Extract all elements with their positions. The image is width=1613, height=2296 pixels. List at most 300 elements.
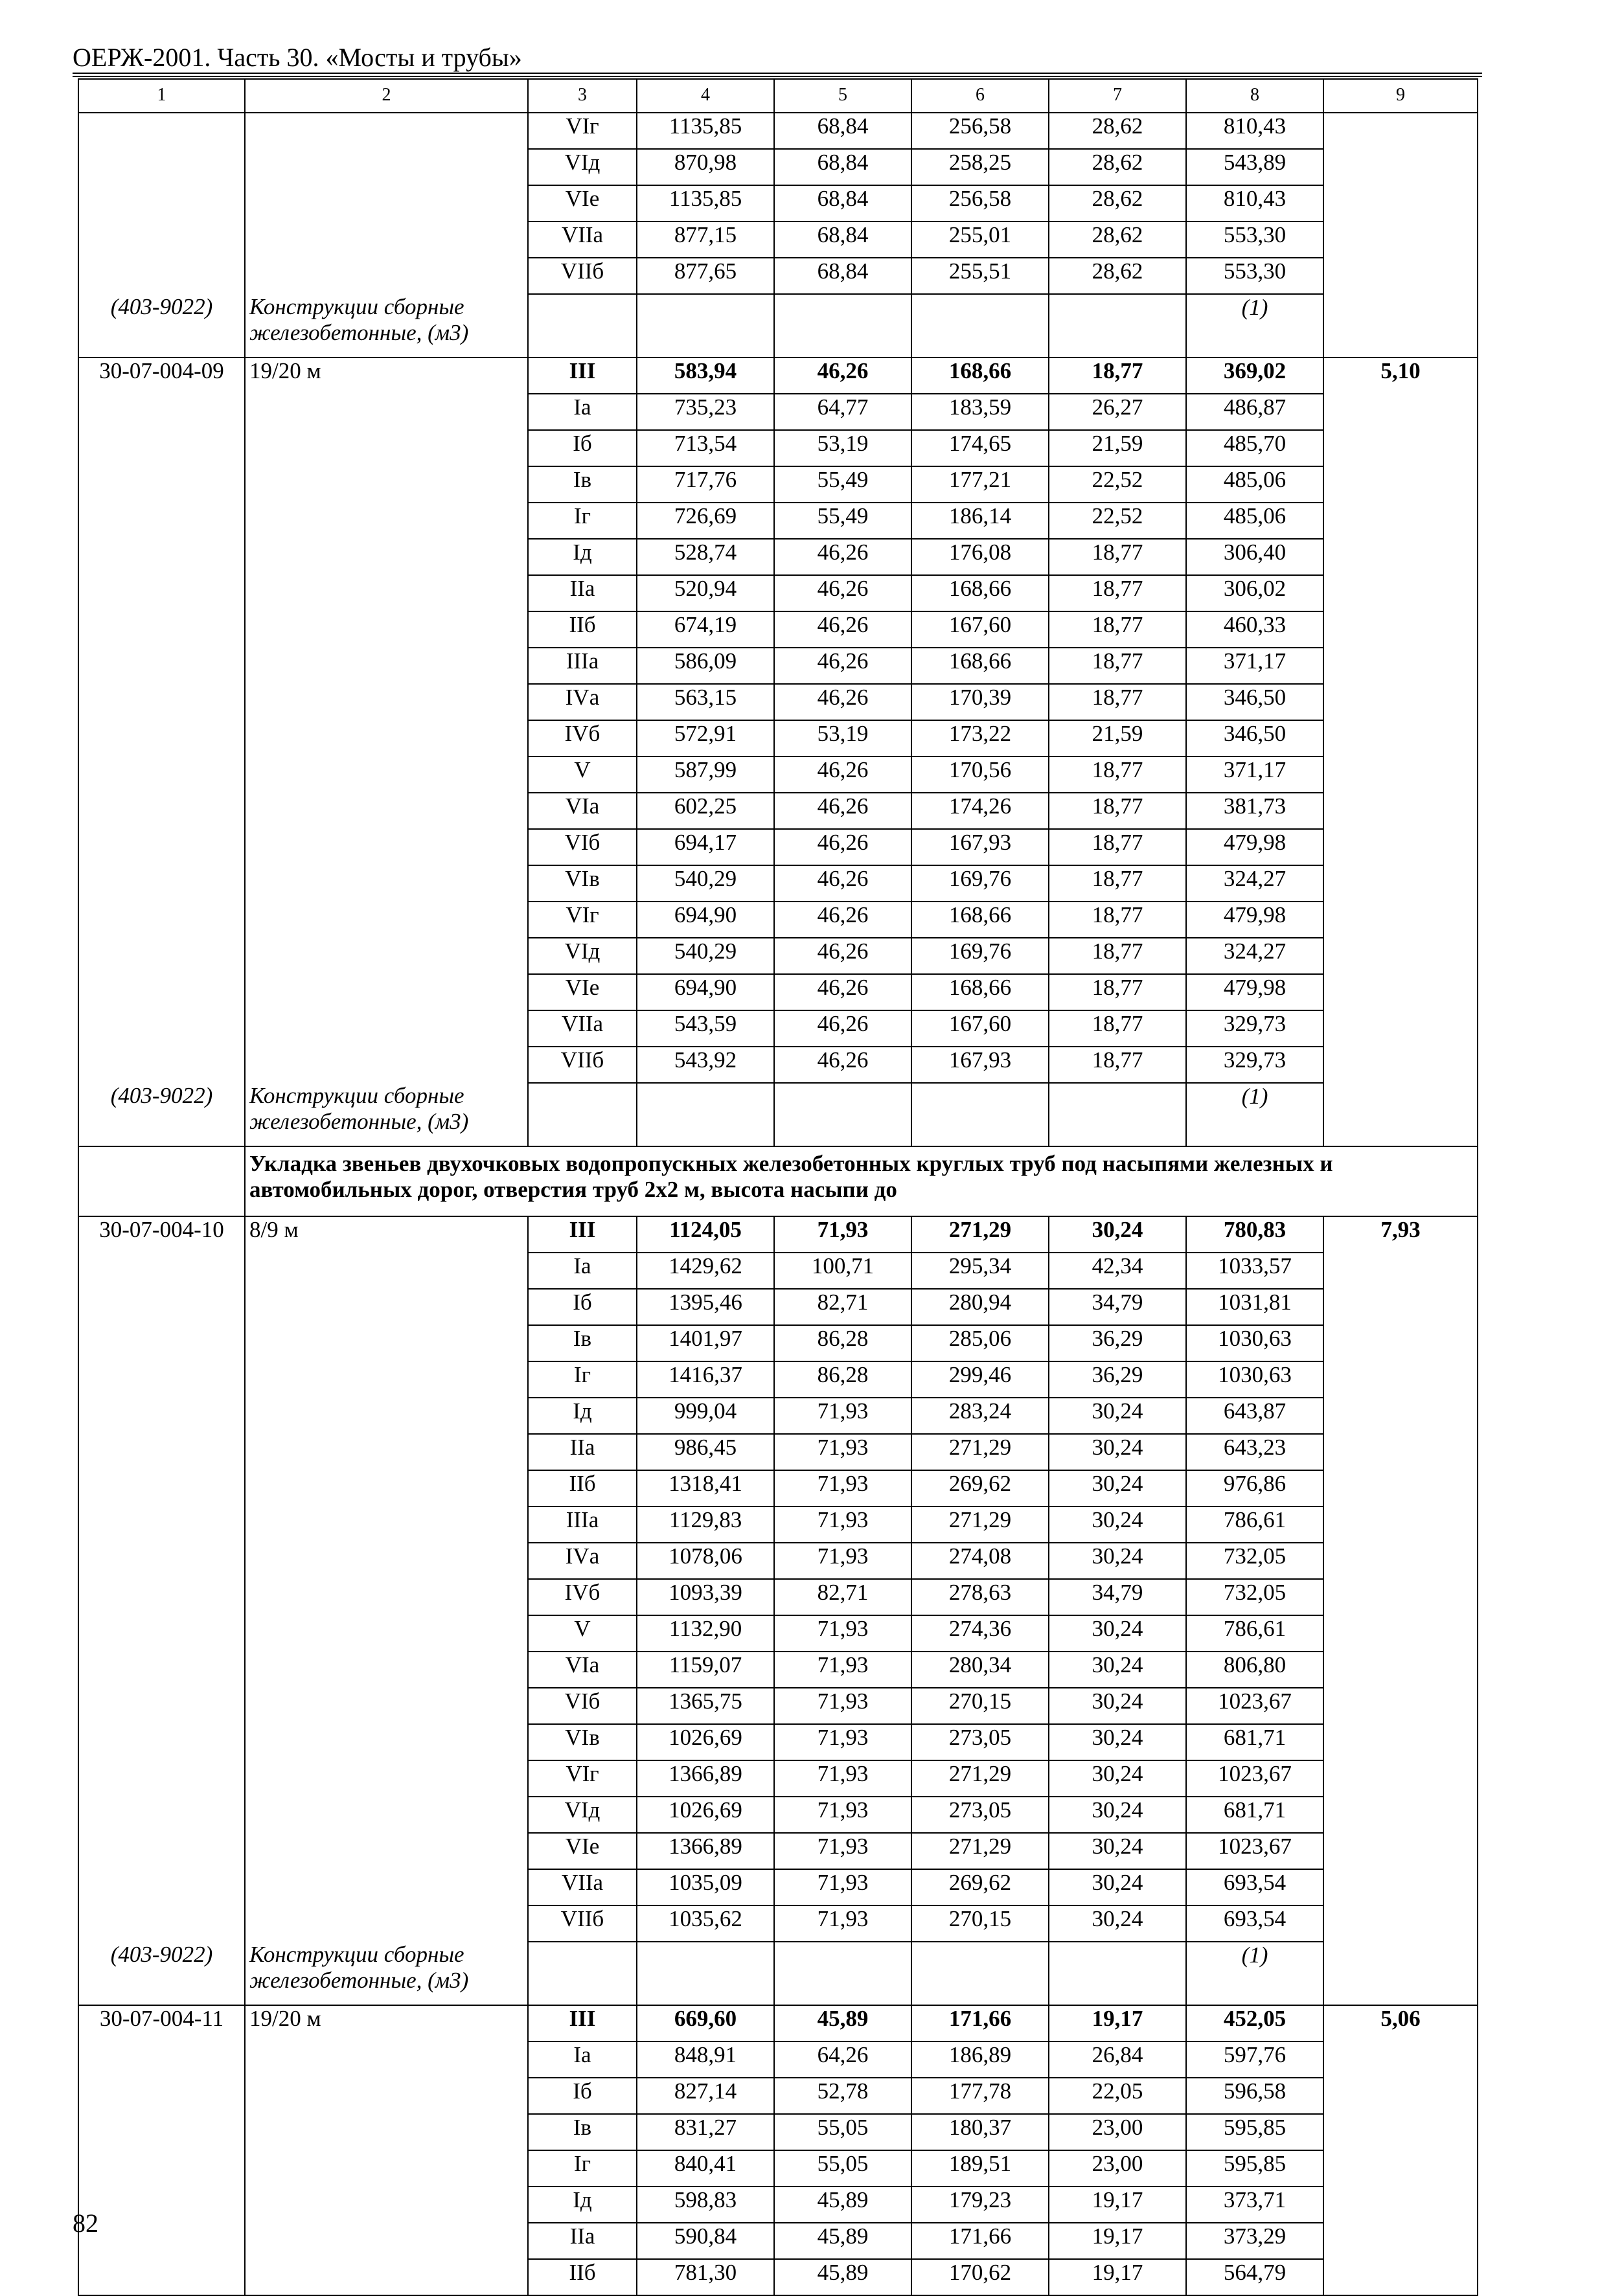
rate-code-cell xyxy=(78,938,245,974)
zone-cell: VIд xyxy=(528,938,637,974)
materials-cell: 732,05 xyxy=(1186,1579,1323,1615)
materials-cell: 371,17 xyxy=(1186,756,1323,793)
direct-cost-cell: 1429,62 xyxy=(637,1253,774,1289)
machine-cost-cell: 271,29 xyxy=(911,1760,1049,1797)
machine-cost-cell: 170,62 xyxy=(911,2259,1049,2295)
rate-name-cell xyxy=(245,575,528,611)
driver-wages-cell: 18,77 xyxy=(1049,1010,1186,1047)
driver-wages-cell: 18,77 xyxy=(1049,648,1186,684)
materials-cell: 597,76 xyxy=(1186,2041,1323,2078)
machine-cost-cell: 280,94 xyxy=(911,1289,1049,1325)
machine-cost-cell: 256,58 xyxy=(911,113,1049,149)
labour-cost-cell xyxy=(1323,503,1478,539)
wages-cell: 45,89 xyxy=(774,2223,911,2259)
direct-cost-cell: 848,91 xyxy=(637,2041,774,2078)
machine-cost-cell: 168,66 xyxy=(911,648,1049,684)
machine-cost-cell: 186,14 xyxy=(911,503,1049,539)
direct-cost-cell: 1401,97 xyxy=(637,1325,774,1361)
rate-code-cell xyxy=(78,611,245,648)
direct-cost-cell: 543,59 xyxy=(637,1010,774,1047)
labour-cost-cell xyxy=(1323,1325,1478,1361)
table-row xyxy=(78,430,1478,466)
machine-cost-cell: 170,39 xyxy=(911,684,1049,720)
zone-cell: Iг xyxy=(528,1361,637,1398)
materials-cell: 485,70 xyxy=(1186,430,1323,466)
wages-cell: 46,26 xyxy=(774,938,911,974)
driver-wages-cell: 18,77 xyxy=(1049,575,1186,611)
rate-code-cell xyxy=(78,149,245,185)
labour-cost-cell xyxy=(1323,1434,1478,1470)
rate-name-cell xyxy=(245,2187,528,2223)
rate-name-cell xyxy=(245,1398,528,1434)
table-row xyxy=(78,1905,1478,1942)
direct-cost-cell: 717,76 xyxy=(637,466,774,503)
direct-cost-cell: 1132,90 xyxy=(637,1615,774,1652)
rate-code-cell xyxy=(78,1905,245,1942)
driver-wages-cell: 26,27 xyxy=(1049,394,1186,430)
wages-cell: 46,26 xyxy=(774,974,911,1010)
rate-name-cell xyxy=(245,756,528,793)
rate-name-cell xyxy=(245,1543,528,1579)
machine-cost-cell: 271,29 xyxy=(911,1833,1049,1869)
rate-code-cell xyxy=(78,2150,245,2187)
direct-cost-cell: 831,27 xyxy=(637,2114,774,2150)
table-row xyxy=(78,1506,1478,1543)
table-row xyxy=(78,1398,1478,1434)
rate-name-cell xyxy=(245,430,528,466)
empty-cell xyxy=(774,294,911,358)
direct-cost-cell: 586,09 xyxy=(637,648,774,684)
rate-code-cell xyxy=(78,1047,245,1083)
table-row xyxy=(78,1253,1478,1289)
direct-cost-cell: 669,60 xyxy=(637,2005,774,2041)
direct-cost-cell: 694,90 xyxy=(637,974,774,1010)
zone-cell: VIд xyxy=(528,1797,637,1833)
rate-code-cell xyxy=(78,1325,245,1361)
wages-cell: 71,93 xyxy=(774,1216,911,1253)
materials-cell: 1023,67 xyxy=(1186,1760,1323,1797)
materials-cell: 1033,57 xyxy=(1186,1253,1323,1289)
rate-code-cell xyxy=(78,1833,245,1869)
zone-cell: V xyxy=(528,756,637,793)
materials-cell: 693,54 xyxy=(1186,1869,1323,1905)
zone-cell: VIIб xyxy=(528,1047,637,1083)
resource-note-row xyxy=(78,1942,1478,2005)
direct-cost-cell: 1366,89 xyxy=(637,1833,774,1869)
wages-cell: 46,26 xyxy=(774,575,911,611)
zone-cell: IIб xyxy=(528,611,637,648)
wages-cell: 68,84 xyxy=(774,149,911,185)
entry-main-row xyxy=(78,2005,1478,2041)
wages-cell: 46,26 xyxy=(774,902,911,938)
driver-wages-cell: 18,77 xyxy=(1049,684,1186,720)
materials-cell: 329,73 xyxy=(1186,1010,1323,1047)
labour-cost-cell xyxy=(1323,974,1478,1010)
machine-cost-cell: 173,22 xyxy=(911,720,1049,756)
wages-cell: 68,84 xyxy=(774,222,911,258)
materials-cell: 810,43 xyxy=(1186,113,1323,149)
machine-cost-cell: 273,05 xyxy=(911,1724,1049,1760)
machine-cost-cell: 167,93 xyxy=(911,829,1049,865)
direct-cost-cell: 1078,06 xyxy=(637,1543,774,1579)
table-row xyxy=(78,720,1478,756)
column-number-row xyxy=(78,79,1478,113)
column-number-5: 5 xyxy=(774,79,911,113)
rate-code-cell xyxy=(78,1688,245,1724)
zone-cell: VIIб xyxy=(528,258,637,294)
driver-wages-cell: 30,24 xyxy=(1049,1869,1186,1905)
zone-cell: Iд xyxy=(528,1398,637,1434)
machine-cost-cell: 176,08 xyxy=(911,539,1049,575)
empty-cell xyxy=(774,1942,911,2005)
rate-code-cell xyxy=(78,113,245,149)
labour-cost-cell xyxy=(1323,2150,1478,2187)
zone-cell: IIа xyxy=(528,2223,637,2259)
empty-cell xyxy=(911,1083,1049,1146)
entry-main-row xyxy=(78,1216,1478,1253)
column-number-3: 3 xyxy=(528,79,637,113)
table-row xyxy=(78,466,1478,503)
materials-cell: 346,50 xyxy=(1186,720,1323,756)
materials-cell: 479,98 xyxy=(1186,974,1323,1010)
rate-code-cell xyxy=(78,720,245,756)
table-row xyxy=(78,1434,1478,1470)
table-row xyxy=(78,1047,1478,1083)
empty-cell xyxy=(637,1942,774,2005)
direct-cost-cell: 1035,09 xyxy=(637,1869,774,1905)
table-row xyxy=(78,1688,1478,1724)
empty-cell xyxy=(1323,1083,1478,1146)
labour-cost-cell xyxy=(1323,1506,1478,1543)
wages-cell: 68,84 xyxy=(774,258,911,294)
table-row xyxy=(78,2150,1478,2187)
driver-wages-cell: 18,77 xyxy=(1049,974,1186,1010)
materials-cell: 693,54 xyxy=(1186,1905,1323,1942)
rate-name-cell xyxy=(245,1253,528,1289)
wages-cell: 46,26 xyxy=(774,539,911,575)
machine-cost-cell: 256,58 xyxy=(911,185,1049,222)
resource-name-cell: Конструкции сборные железобетонные, (м3) xyxy=(245,1942,528,2005)
empty-cell xyxy=(637,294,774,358)
rate-code-cell: 30-07-004-09 xyxy=(78,358,245,394)
labour-cost-cell xyxy=(1323,2041,1478,2078)
empty-cell xyxy=(911,294,1049,358)
rate-code-cell xyxy=(78,2041,245,2078)
materials-cell: 460,33 xyxy=(1186,611,1323,648)
materials-cell: 369,02 xyxy=(1186,358,1323,394)
rate-name-cell: 19/20 м xyxy=(245,358,528,394)
rate-name-cell xyxy=(245,2223,528,2259)
direct-cost-cell: 781,30 xyxy=(637,2259,774,2295)
machine-cost-cell: 285,06 xyxy=(911,1325,1049,1361)
direct-cost-cell: 986,45 xyxy=(637,1434,774,1470)
rate-name-cell: 8/9 м xyxy=(245,1216,528,1253)
machine-cost-cell: 186,89 xyxy=(911,2041,1049,2078)
labour-cost-cell xyxy=(1323,2114,1478,2150)
rate-name-cell xyxy=(245,1506,528,1543)
driver-wages-cell: 30,24 xyxy=(1049,1434,1186,1470)
rate-name-cell xyxy=(245,1797,528,1833)
machine-cost-cell: 271,29 xyxy=(911,1216,1049,1253)
rate-code-cell xyxy=(78,756,245,793)
machine-cost-cell: 255,01 xyxy=(911,222,1049,258)
continuation-row xyxy=(78,258,1478,294)
driver-wages-cell: 23,00 xyxy=(1049,2150,1186,2187)
wages-cell: 45,89 xyxy=(774,2187,911,2223)
driver-wages-cell: 21,59 xyxy=(1049,430,1186,466)
rates-table xyxy=(78,78,1478,2296)
driver-wages-cell: 30,24 xyxy=(1049,1506,1186,1543)
labour-cost-cell xyxy=(1323,222,1478,258)
rate-name-cell xyxy=(245,1434,528,1470)
entry-main-row xyxy=(78,358,1478,394)
wages-cell: 82,71 xyxy=(774,1579,911,1615)
labour-cost-cell xyxy=(1323,1688,1478,1724)
zone-cell: IIб xyxy=(528,2259,637,2295)
machine-cost-cell: 167,60 xyxy=(911,611,1049,648)
wages-cell: 46,26 xyxy=(774,648,911,684)
driver-wages-cell: 18,77 xyxy=(1049,539,1186,575)
zone-cell: Iа xyxy=(528,394,637,430)
materials-cell: 306,40 xyxy=(1186,539,1323,575)
labour-cost-cell: 5,10 xyxy=(1323,358,1478,394)
materials-cell: 786,61 xyxy=(1186,1615,1323,1652)
resource-name-cell: Конструкции сборные железобетонные, (м3) xyxy=(245,294,528,358)
rate-name-cell xyxy=(245,938,528,974)
machine-cost-cell: 278,63 xyxy=(911,1579,1049,1615)
rate-name-cell xyxy=(245,1325,528,1361)
resource-code-cell: (403-9022) xyxy=(78,1083,245,1146)
direct-cost-cell: 1129,83 xyxy=(637,1506,774,1543)
rate-name-cell xyxy=(245,648,528,684)
labour-cost-cell xyxy=(1323,611,1478,648)
resource-code-cell: (403-9022) xyxy=(78,1942,245,2005)
driver-wages-cell: 21,59 xyxy=(1049,720,1186,756)
resource-name-cell: Конструкции сборные железобетонные, (м3) xyxy=(245,1083,528,1146)
labour-cost-cell xyxy=(1323,865,1478,902)
machine-cost-cell: 174,65 xyxy=(911,430,1049,466)
materials-cell: 1031,81 xyxy=(1186,1289,1323,1325)
table-row xyxy=(78,1652,1478,1688)
driver-wages-cell: 36,29 xyxy=(1049,1325,1186,1361)
continuation-row xyxy=(78,222,1478,258)
driver-wages-cell: 28,62 xyxy=(1049,222,1186,258)
table-row xyxy=(78,902,1478,938)
table-row xyxy=(78,1010,1478,1047)
wages-cell: 86,28 xyxy=(774,1325,911,1361)
direct-cost-cell: 694,90 xyxy=(637,902,774,938)
labour-cost-cell: 7,93 xyxy=(1323,1216,1478,1253)
wages-cell: 71,93 xyxy=(774,1833,911,1869)
zone-cell: VIа xyxy=(528,793,637,829)
zone-cell: VIв xyxy=(528,1724,637,1760)
rate-name-cell xyxy=(245,394,528,430)
section-title: Укладка звеньев двухочковых водопропускных железобетонных круглых труб под насыпями железных и автомобильных дорог, отверстия труб 2х2 м, высота насыпи до xyxy=(245,1146,1478,1216)
rate-name-cell xyxy=(245,902,528,938)
materials-cell: 381,73 xyxy=(1186,793,1323,829)
rate-code-cell xyxy=(78,1361,245,1398)
rate-name-cell xyxy=(245,1869,528,1905)
machine-cost-cell: 274,08 xyxy=(911,1543,1049,1579)
empty-cell xyxy=(528,1942,637,2005)
direct-cost-cell: 840,41 xyxy=(637,2150,774,2187)
direct-cost-cell: 674,19 xyxy=(637,611,774,648)
wages-cell: 46,26 xyxy=(774,865,911,902)
rate-name-cell xyxy=(245,1579,528,1615)
machine-cost-cell: 270,15 xyxy=(911,1688,1049,1724)
resource-quantity-cell: (1) xyxy=(1186,1083,1323,1146)
zone-cell: Iд xyxy=(528,2187,637,2223)
wages-cell: 68,84 xyxy=(774,113,911,149)
rate-name-cell xyxy=(245,1470,528,1506)
machine-cost-cell: 168,66 xyxy=(911,358,1049,394)
zone-cell: IIа xyxy=(528,1434,637,1470)
rate-code-cell xyxy=(78,1434,245,1470)
wages-cell: 64,77 xyxy=(774,394,911,430)
continuation-row xyxy=(78,149,1478,185)
materials-cell: 1023,67 xyxy=(1186,1688,1323,1724)
zone-cell: VIб xyxy=(528,1688,637,1724)
labour-cost-cell xyxy=(1323,2078,1478,2114)
table-row xyxy=(78,2259,1478,2295)
column-number-7: 7 xyxy=(1049,79,1186,113)
rate-name-cell xyxy=(245,1652,528,1688)
rate-code-cell xyxy=(78,575,245,611)
labour-cost-cell xyxy=(1323,113,1478,149)
materials-cell: 324,27 xyxy=(1186,938,1323,974)
materials-cell: 1023,67 xyxy=(1186,1833,1323,1869)
zone-cell: VIб xyxy=(528,829,637,865)
labour-cost-cell xyxy=(1323,793,1478,829)
zone-cell: Iб xyxy=(528,1289,637,1325)
wages-cell: 55,05 xyxy=(774,2114,911,2150)
zone-cell: IIIа xyxy=(528,1506,637,1543)
labour-cost-cell xyxy=(1323,1905,1478,1942)
wages-cell: 71,93 xyxy=(774,1543,911,1579)
machine-cost-cell: 270,15 xyxy=(911,1905,1049,1942)
labour-cost-cell xyxy=(1323,756,1478,793)
table-row xyxy=(78,539,1478,575)
labour-cost-cell xyxy=(1323,720,1478,756)
table-row xyxy=(78,648,1478,684)
column-number-8: 8 xyxy=(1186,79,1323,113)
direct-cost-cell: 726,69 xyxy=(637,503,774,539)
machine-cost-cell: 167,93 xyxy=(911,1047,1049,1083)
direct-cost-cell: 1416,37 xyxy=(637,1361,774,1398)
zone-cell: VIIа xyxy=(528,1869,637,1905)
table-row xyxy=(78,1289,1478,1325)
driver-wages-cell: 22,52 xyxy=(1049,466,1186,503)
direct-cost-cell: 563,15 xyxy=(637,684,774,720)
wages-cell: 86,28 xyxy=(774,1361,911,1398)
wages-cell: 71,93 xyxy=(774,1652,911,1688)
zone-cell: Iб xyxy=(528,2078,637,2114)
rate-code-cell xyxy=(78,1869,245,1905)
driver-wages-cell: 18,77 xyxy=(1049,358,1186,394)
rate-name-cell xyxy=(245,539,528,575)
driver-wages-cell: 28,62 xyxy=(1049,113,1186,149)
materials-cell: 371,17 xyxy=(1186,648,1323,684)
zone-cell: Iг xyxy=(528,503,637,539)
table-row xyxy=(78,1833,1478,1869)
direct-cost-cell: 572,91 xyxy=(637,720,774,756)
labour-cost-cell xyxy=(1323,185,1478,222)
labour-cost-cell xyxy=(1323,1579,1478,1615)
wages-cell: 71,93 xyxy=(774,1724,911,1760)
materials-cell: 595,85 xyxy=(1186,2114,1323,2150)
column-number-6: 6 xyxy=(911,79,1049,113)
machine-cost-cell: 280,34 xyxy=(911,1652,1049,1688)
labour-cost-cell xyxy=(1323,1361,1478,1398)
rate-code-cell xyxy=(78,1543,245,1579)
materials-cell: 485,06 xyxy=(1186,466,1323,503)
labour-cost-cell xyxy=(1323,1724,1478,1760)
direct-cost-cell: 1026,69 xyxy=(637,1797,774,1833)
materials-cell: 976,86 xyxy=(1186,1470,1323,1506)
materials-cell: 786,61 xyxy=(1186,1506,1323,1543)
machine-cost-cell: 174,26 xyxy=(911,793,1049,829)
direct-cost-cell: 602,25 xyxy=(637,793,774,829)
table-row xyxy=(78,2223,1478,2259)
rate-name-cell xyxy=(245,865,528,902)
column-number-4: 4 xyxy=(637,79,774,113)
driver-wages-cell: 19,17 xyxy=(1049,2187,1186,2223)
wages-cell: 46,26 xyxy=(774,358,911,394)
materials-cell: 553,30 xyxy=(1186,258,1323,294)
rate-name-cell xyxy=(245,720,528,756)
driver-wages-cell: 22,05 xyxy=(1049,2078,1186,2114)
resource-code-cell: (403-9022) xyxy=(78,294,245,358)
rate-name-cell xyxy=(245,974,528,1010)
driver-wages-cell: 18,77 xyxy=(1049,756,1186,793)
machine-cost-cell: 180,37 xyxy=(911,2114,1049,2150)
machine-cost-cell: 183,59 xyxy=(911,394,1049,430)
zone-cell: IIIа xyxy=(528,648,637,684)
zone-cell: IVб xyxy=(528,720,637,756)
empty-cell xyxy=(528,294,637,358)
materials-cell: 806,80 xyxy=(1186,1652,1323,1688)
materials-cell: 306,02 xyxy=(1186,575,1323,611)
direct-cost-cell: 590,84 xyxy=(637,2223,774,2259)
wages-cell: 71,93 xyxy=(774,1869,911,1905)
wages-cell: 71,93 xyxy=(774,1398,911,1434)
labour-cost-cell xyxy=(1323,1760,1478,1797)
driver-wages-cell: 26,84 xyxy=(1049,2041,1186,2078)
table-row xyxy=(78,1760,1478,1797)
rate-code-cell xyxy=(78,2259,245,2295)
machine-cost-cell: 177,78 xyxy=(911,2078,1049,2114)
driver-wages-cell: 19,17 xyxy=(1049,2005,1186,2041)
materials-cell: 346,50 xyxy=(1186,684,1323,720)
rate-code-cell xyxy=(78,1652,245,1688)
wages-cell: 55,49 xyxy=(774,503,911,539)
direct-cost-cell: 1026,69 xyxy=(637,1724,774,1760)
rate-name-cell xyxy=(245,2114,528,2150)
driver-wages-cell: 30,24 xyxy=(1049,1398,1186,1434)
driver-wages-cell: 30,24 xyxy=(1049,1905,1186,1942)
table-row xyxy=(78,938,1478,974)
materials-cell: 564,79 xyxy=(1186,2259,1323,2295)
zone-cell: VIIа xyxy=(528,1010,637,1047)
wages-cell: 55,05 xyxy=(774,2150,911,2187)
machine-cost-cell: 274,36 xyxy=(911,1615,1049,1652)
rate-name-cell xyxy=(245,611,528,648)
wages-cell: 52,78 xyxy=(774,2078,911,2114)
rate-code-cell xyxy=(78,1615,245,1652)
table-row xyxy=(78,1470,1478,1506)
empty-cell xyxy=(637,1083,774,1146)
rate-name-cell xyxy=(245,149,528,185)
